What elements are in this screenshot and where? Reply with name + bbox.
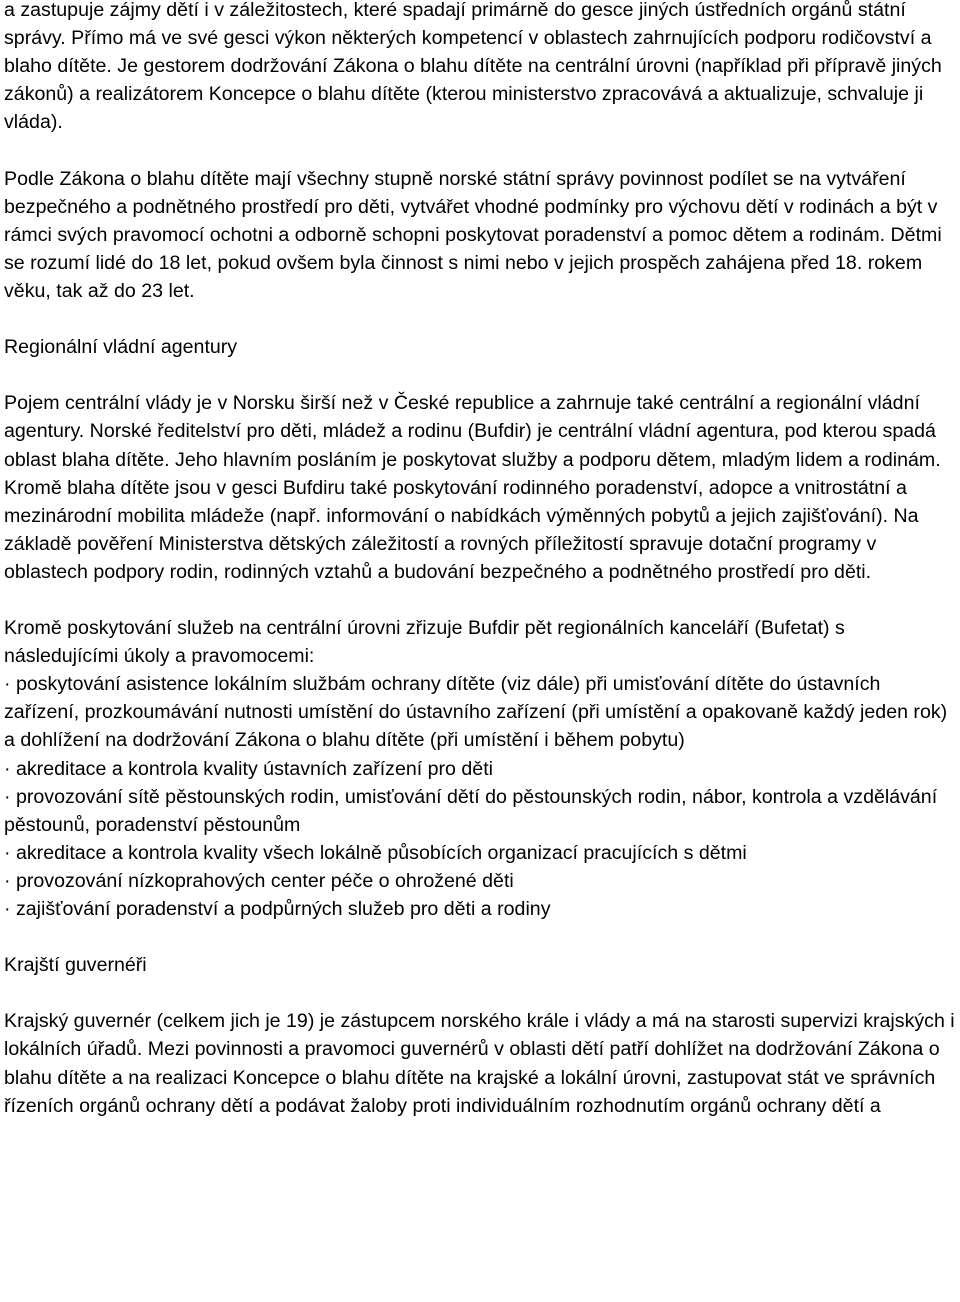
list-item: · zajišťování poradenství a podpůrných služeb pro děti a rodiny	[4, 898, 551, 920]
paragraph-ministry-role: a zastupuje zájmy dětí i v záležitostech, které spadají primárně do gesce jiných ústředních orgánů státní správy. Přímo má ve své gesci výkon některých kompetencí v oblastech zahrnujících podporu rodičovství a blaho dítěte. Je gestorem dodržování Zákona o blahu dítěte na centrální úrovni (například při přípravě jiných zákonů) a realizátorem Koncepce o blahu dítěte (kterou ministerstvo zpracovává a aktualizuje, schvaluje ji vláda).	[4, 0, 942, 134]
list-item: · akreditace a kontrola kvality všech lokálně působících organizací pracujících s dětmi	[4, 841, 747, 864]
bufetat-task-list	[4, 670, 958, 923]
list-item: · provozování sítě pěstounských rodin, umisťování dětí do pěstounských rodin, nábor, kontrola a vzdělávání pěstounů, poradenství pěstounům	[4, 785, 938, 836]
list-item: · akreditace a kontrola kvality ústavních zařízení pro děti	[4, 757, 493, 780]
document-page	[4, 0, 958, 1148]
heading-regional-agencies: Regionální vládní agentury	[4, 336, 238, 359]
paragraph-child-welfare-act: Podle Zákona o blahu dítěte mají všechny stupně norské státní správy povinnost podílet se na vytváření bezpečného a podnětného prostředí pro děti, vytvářet vhodné podmínky pro výchovu dětí v rodinách a být v rámci svých pravomocí ochotni a odborně schopni poskytovat poradenství a pomoc dětem a rodinám. Dětmi se rozumí lidé do 18 let, pokud ovšem byla činnost s nimi nebo v jejich prospěch zahájena před 18. rokem věku, tak až do 23 let.	[4, 167, 942, 302]
paragraph-bufetat-intro: Kromě poskytování služeb na centrální úrovni zřizuje Bufdir pět regionálních kanceláří (Bufetat) s následujícími úkoly a pravomocemi:	[4, 617, 845, 668]
heading-county-governors: Krajští guvernéři	[4, 954, 147, 977]
paragraph-bufdir: Pojem centrální vlády je v Norsku širší než v České republice a zahrnuje také centrální a regionální vládní agentury. Norské ředitelství pro děti, mládež a rodinu (Bufdir) je centrální vládní agentura, pod kterou spadá oblast blaha dítěte. Jeho hlavním posláním je poskytovat služby a podporu dětem, mladým lidem a rodinám. Kromě blaha dítěte jsou v gesci Bufdiru také poskytování rodinného poradenství, adopce a vnitrostátní a mezinárodní mobilita mládeže (např. informování o nabídkách výměnných pobytů a jejich zajišťování). Na základě pověření Ministerstva dětských záležitostí a rovných příležitostí spravuje dotační programy v oblastech podpory rodin, rodinných vztahů a budování bezpečného a podnětného prostředí pro děti.	[4, 392, 941, 583]
list-item: · poskytování asistence lokálním službám ochrany dítěte (viz dále) při umisťování dítěte do ústavních zařízení, prozkoumávání nutnosti umístění do ústavního zařízení (při umístění a opakovaně každý jeden rok) a dohlížení na dodržování Zákona o blahu dítěte (při umístění i během pobytu)	[4, 673, 948, 752]
paragraph-county-governor: Krajský guvernér (celkem jich je 19) je zástupcem norského krále i vlády a má na starosti supervizi krajských i lokálních úřadů. Mezi povinnosti a pravomoci guvernérů v oblasti dětí patří dohlížet na dodržování Zákona o blahu dítěte a na realizaci Koncepce o blahu dítěte na krajské a lokální úrovni, zastupovat stát ve správních řízeních orgánů ochrany dětí a podávat žaloby proti individuálním rozhodnutím orgánů ochrany dětí a	[4, 1010, 955, 1117]
list-item: · provozování nízkoprahových center péče o ohrožené děti	[4, 869, 514, 892]
